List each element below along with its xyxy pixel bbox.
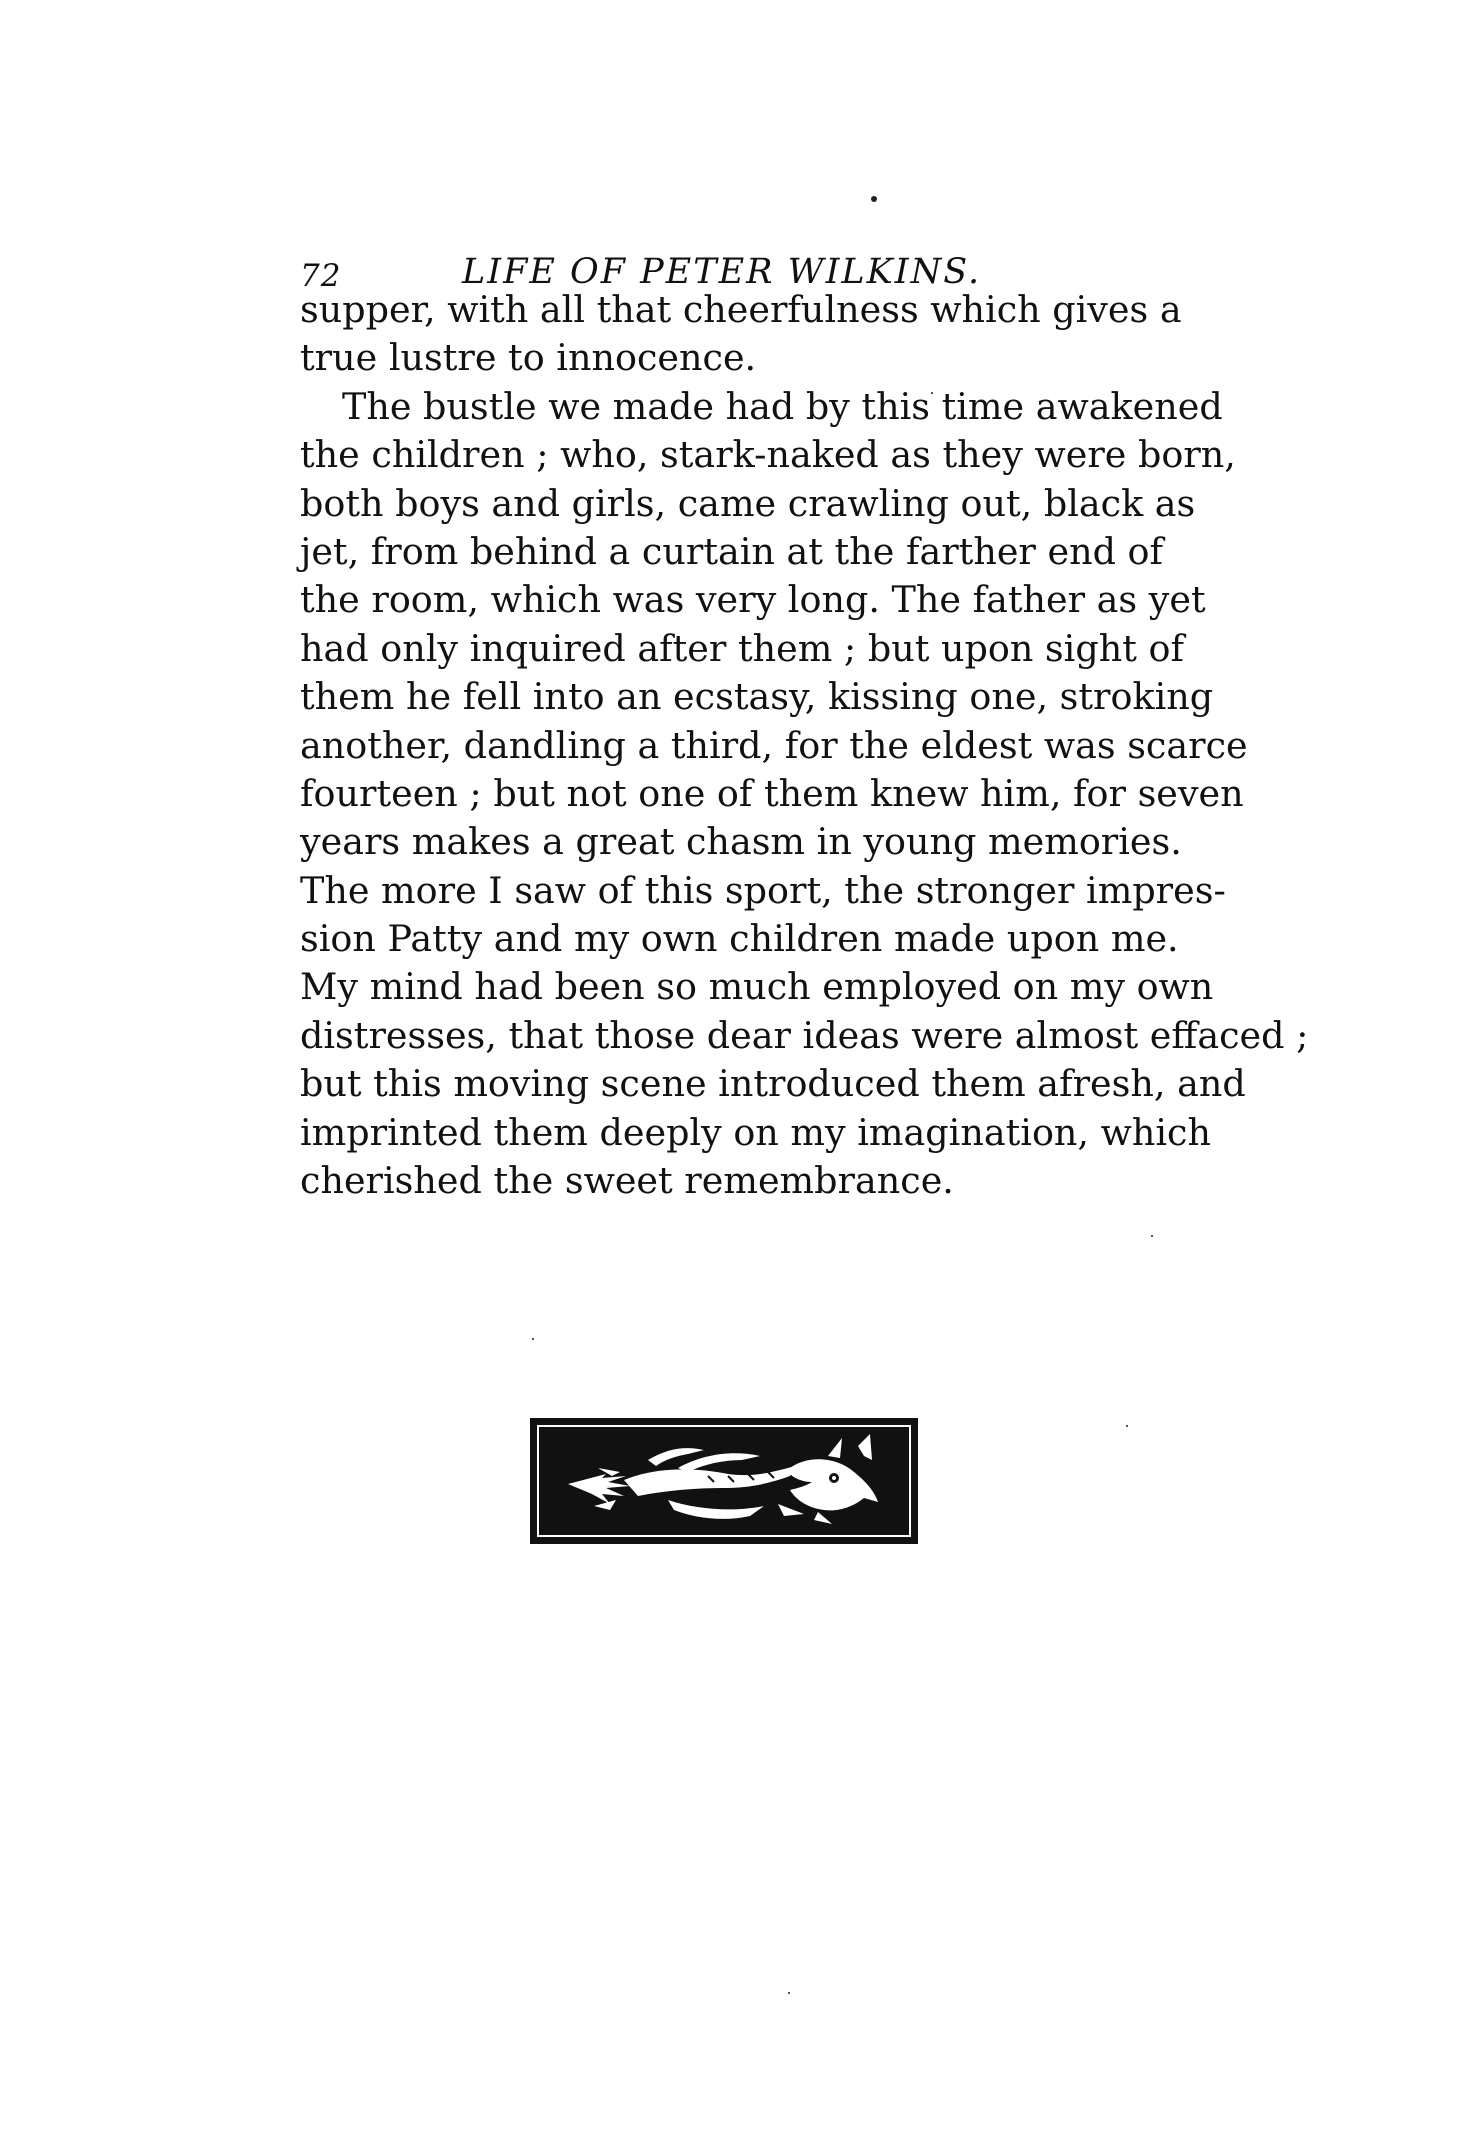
text-line: but this moving scene introduced them afresh, and <box>300 1062 1246 1106</box>
text-line: the room, which was very long. The father as yet <box>300 578 1206 622</box>
scan-speck <box>1151 1235 1153 1237</box>
text-line: The bustle we made had by this time awakened <box>342 384 1223 428</box>
text-line: jet, from behind a curtain at the farther end of <box>300 529 1164 573</box>
text-line: supper, with all that cheerfulness which gives a <box>300 288 1182 331</box>
scan-speck <box>788 1992 790 1994</box>
text-line: cherished the sweet remembrance. <box>300 1159 954 1203</box>
paragraph <box>300 383 1309 1206</box>
scan-speck <box>1126 1425 1128 1427</box>
paragraph <box>300 286 1182 383</box>
text-line: distresses, that those dear ideas were almost effaced ; <box>300 1013 1309 1057</box>
text-line: had only inquired after them ; but upon sight of <box>300 626 1184 670</box>
text-line: My mind had been so much employed on my own <box>300 965 1214 1009</box>
text-line: true lustre to innocence. <box>300 336 757 380</box>
dragon-tailpiece-ornament-icon <box>528 1416 920 1546</box>
scan-speck <box>871 196 877 202</box>
text-line: fourteen ; but not one of them knew him, for seven <box>300 771 1244 815</box>
body-text <box>300 286 1309 1205</box>
text-line: both boys and girls, came crawling out, black as <box>300 481 1196 525</box>
running-title: LIFE OF PETER WILKINS. <box>462 252 982 292</box>
text-line: imprinted them deeply on my imagination, which <box>300 1110 1212 1154</box>
text-line: sion Patty and my own children made upon me. <box>300 917 1179 961</box>
text-line: them he fell into an ecstasy, kissing one, stroking <box>300 675 1214 719</box>
text-line: another, dandling a third, for the eldest was scarce <box>300 723 1248 767</box>
text-line: years makes a great chasm in young memories. <box>300 820 1182 864</box>
page-number: 72 <box>300 258 342 294</box>
text-line: the children ; who, stark-naked as they were born, <box>300 433 1236 477</box>
text-line: The more I saw of this sport, the stronger impres- <box>300 868 1226 912</box>
scan-speck <box>532 1338 534 1340</box>
